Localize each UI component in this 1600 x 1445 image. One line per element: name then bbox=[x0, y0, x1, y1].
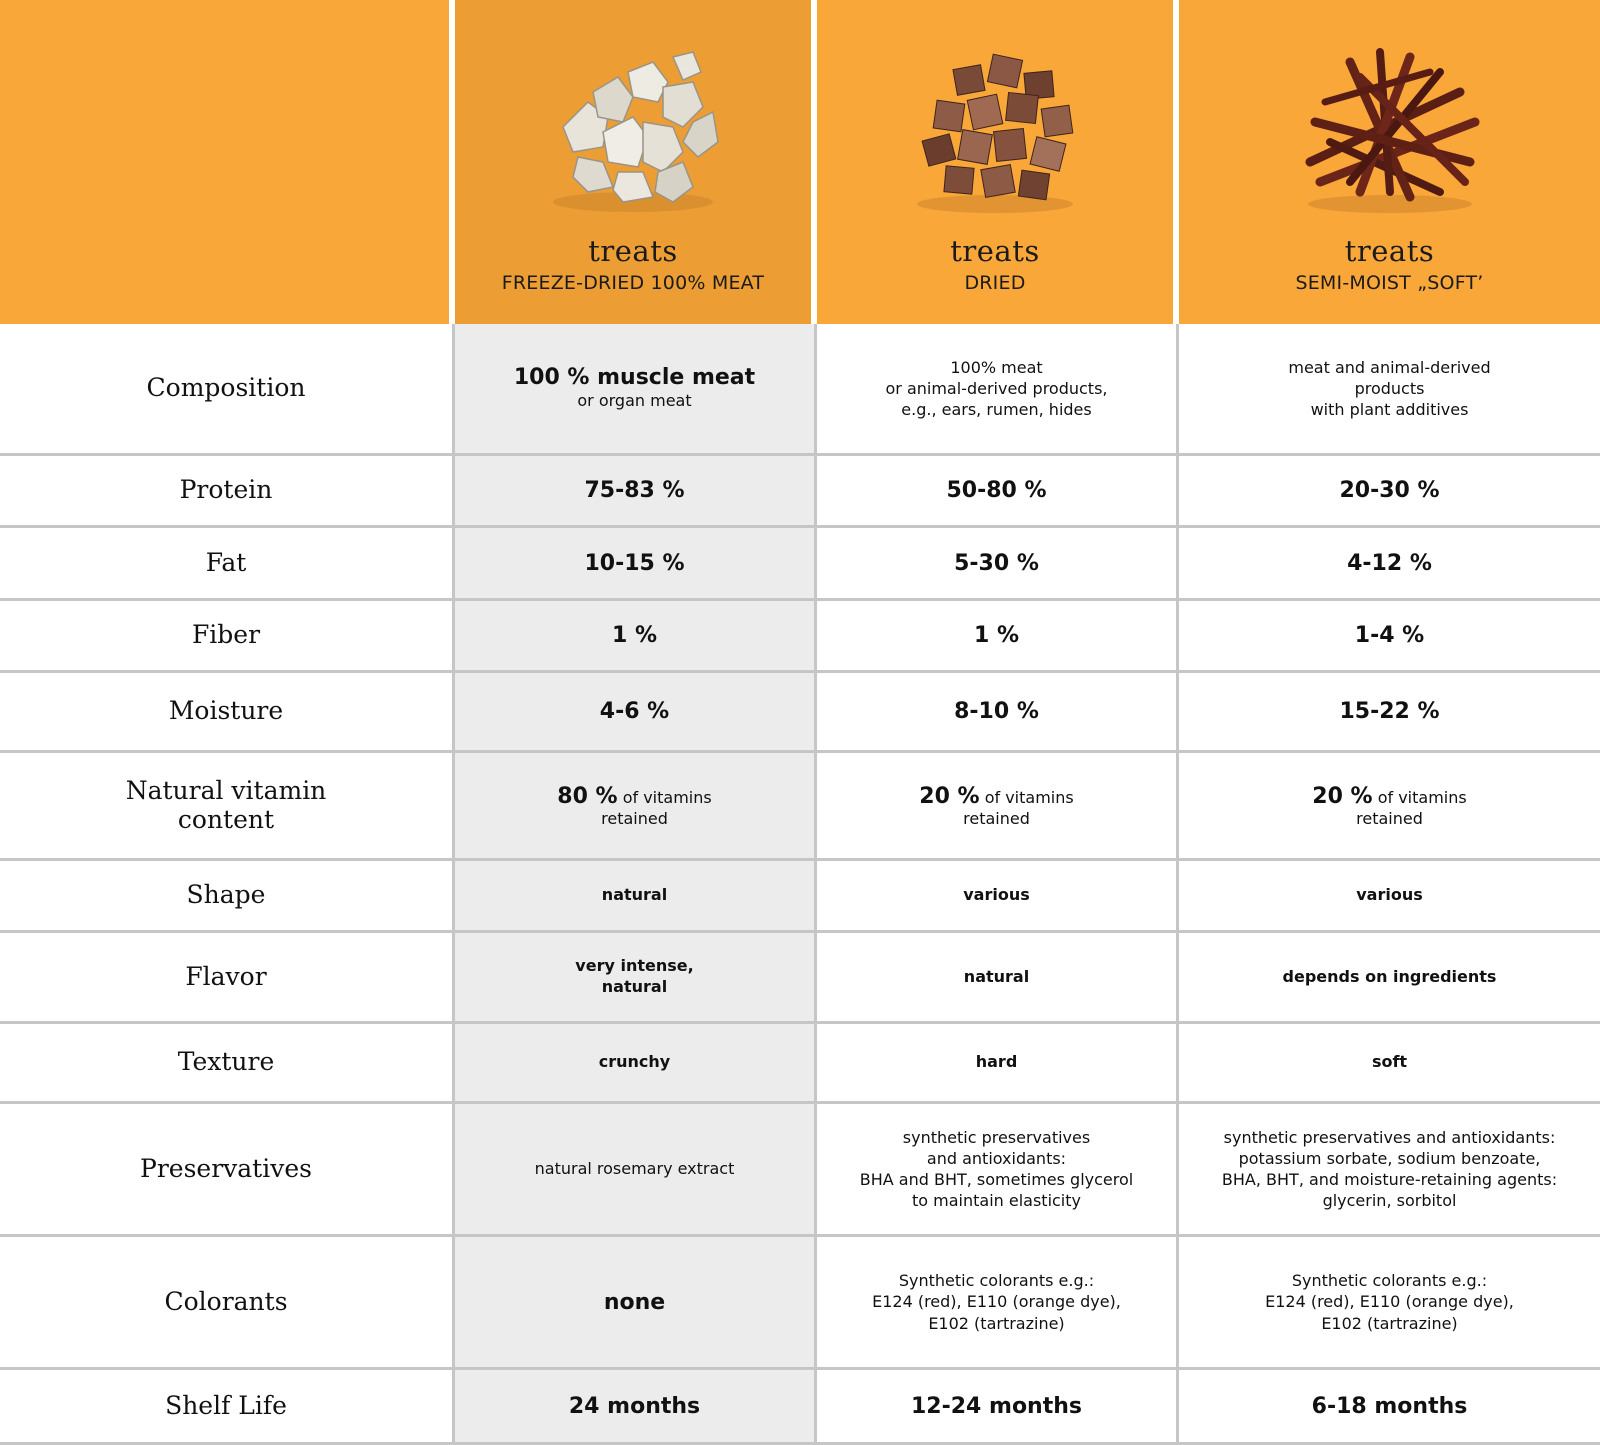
vitamin-percent: 20 % bbox=[919, 783, 980, 809]
label-line: Natural vitamin bbox=[125, 775, 327, 805]
vitamin-percent: 80 % bbox=[557, 783, 618, 809]
colorants-dried bbox=[817, 1237, 1179, 1370]
text-line: glycerin, sorbitol bbox=[1322, 1191, 1457, 1211]
shape-freeze-dried: natural bbox=[455, 861, 817, 933]
row-label-shelf-life: Shelf Life bbox=[0, 1370, 455, 1445]
column-title: treats bbox=[1344, 234, 1435, 269]
moisture-freeze-dried: 4-6 % bbox=[455, 673, 817, 753]
protein-semi-moist: 20-30 % bbox=[1179, 456, 1600, 528]
text-line: E102 (tartrazine) bbox=[1321, 1313, 1458, 1333]
composition-semi-moist bbox=[1179, 324, 1600, 456]
composition-main: 100 % muscle meat bbox=[513, 365, 756, 391]
row-label-flavor: Flavor bbox=[0, 933, 455, 1024]
vitamin-freeze-dried bbox=[455, 753, 817, 861]
protein-dried: 50-80 % bbox=[817, 456, 1179, 528]
column-subtitle: DRIED bbox=[964, 272, 1026, 294]
row-label-fat: Fat bbox=[0, 528, 455, 601]
text-line: with plant additives bbox=[1310, 400, 1469, 420]
text-line: potassium sorbate, sodium benzoate, bbox=[1238, 1148, 1541, 1168]
text-line: 100% meat bbox=[950, 357, 1043, 377]
preservatives-freeze-dried: natural rosemary extract bbox=[455, 1104, 817, 1237]
text-line: very intense, bbox=[575, 956, 694, 976]
composition-sub: or organ meat bbox=[577, 391, 692, 411]
fiber-dried: 1 % bbox=[817, 601, 1179, 673]
vitamin-text: retained bbox=[963, 808, 1030, 828]
text-line: BHA, BHT, and moisture-retaining agents: bbox=[1221, 1170, 1558, 1189]
text-line: and antioxidants: bbox=[926, 1148, 1067, 1168]
vitamin-text: retained bbox=[601, 808, 668, 828]
flavor-semi-moist: depends on ingredients bbox=[1179, 933, 1600, 1024]
column-title: treats bbox=[950, 234, 1040, 269]
text-line: synthetic preservatives and antioxidants: bbox=[1223, 1127, 1556, 1147]
moisture-semi-moist: 15-22 % bbox=[1179, 673, 1600, 753]
row-label-colorants: Colorants bbox=[0, 1237, 455, 1370]
texture-dried: hard bbox=[817, 1024, 1179, 1104]
header-semi-moist bbox=[1179, 0, 1600, 324]
column-title: treats bbox=[588, 234, 678, 269]
text-line: E102 (tartrazine) bbox=[928, 1313, 1065, 1333]
shelf-life-dried: 12-24 months bbox=[817, 1370, 1179, 1445]
texture-freeze-dried: crunchy bbox=[455, 1024, 817, 1104]
fat-semi-moist: 4-12 % bbox=[1179, 528, 1600, 601]
flavor-dried: natural bbox=[817, 933, 1179, 1024]
protein-freeze-dried: 75-83 % bbox=[455, 456, 817, 528]
fiber-semi-moist: 1-4 % bbox=[1179, 601, 1600, 673]
dried-cubes-image bbox=[895, 32, 1095, 222]
flavor-freeze-dried bbox=[455, 933, 817, 1024]
shelf-life-semi-moist: 6-18 months bbox=[1179, 1370, 1600, 1445]
vitamin-text: retained bbox=[1356, 808, 1423, 828]
shelf-life-freeze-dried: 24 months bbox=[455, 1370, 817, 1445]
row-label-fiber: Fiber bbox=[0, 601, 455, 673]
header-dried bbox=[817, 0, 1179, 324]
column-subtitle: FREEZE-DRIED 100% MEAT bbox=[501, 272, 765, 294]
vitamin-dried bbox=[817, 753, 1179, 861]
row-label-vitamin bbox=[0, 753, 455, 861]
fiber-freeze-dried: 1 % bbox=[455, 601, 817, 673]
row-label-moisture: Moisture bbox=[0, 673, 455, 753]
texture-semi-moist: soft bbox=[1179, 1024, 1600, 1104]
text-line: synthetic preservatives bbox=[902, 1127, 1091, 1147]
row-label-preservatives: Preservatives bbox=[0, 1104, 455, 1237]
text-line: or animal-derived products, bbox=[885, 378, 1108, 398]
header-freeze-dried bbox=[455, 0, 817, 324]
header-empty-cell bbox=[0, 0, 455, 324]
text-line: meat and animal-derived bbox=[1288, 357, 1491, 377]
text-line: E124 (red), E110 (orange dye), bbox=[1265, 1292, 1514, 1312]
text-line: products bbox=[1354, 378, 1425, 398]
colorants-freeze-dried: none bbox=[455, 1237, 817, 1370]
text-line: Synthetic colorants e.g.: bbox=[898, 1271, 1095, 1291]
text-line: BHA and BHT, sometimes glycerol bbox=[859, 1170, 1134, 1189]
vitamin-text: of vitamins bbox=[1377, 787, 1467, 807]
composition-freeze-dried bbox=[455, 324, 817, 456]
colorants-semi-moist bbox=[1179, 1237, 1600, 1370]
row-label-texture: Texture bbox=[0, 1024, 455, 1104]
shape-dried: various bbox=[817, 861, 1179, 933]
label-line: content bbox=[177, 804, 275, 834]
row-label-composition: Composition bbox=[0, 324, 455, 456]
shape-semi-moist: various bbox=[1179, 861, 1600, 933]
vitamin-percent: 20 % bbox=[1312, 783, 1373, 809]
preservatives-semi-moist bbox=[1179, 1104, 1600, 1237]
text-line: natural bbox=[601, 977, 668, 996]
freeze-dried-chunks-image bbox=[533, 32, 733, 222]
moisture-dried: 8-10 % bbox=[817, 673, 1179, 753]
column-subtitle: SEMI-MOIST „SOFT’ bbox=[1295, 272, 1484, 294]
row-label-protein: Protein bbox=[0, 456, 455, 528]
vitamin-text: of vitamins bbox=[622, 787, 712, 807]
text-line: Synthetic colorants e.g.: bbox=[1291, 1271, 1488, 1291]
row-label-shape: Shape bbox=[0, 861, 455, 933]
text-line: to maintain elasticity bbox=[911, 1191, 1081, 1211]
composition-dried bbox=[817, 324, 1179, 456]
fat-freeze-dried: 10-15 % bbox=[455, 528, 817, 601]
meat-sticks-image bbox=[1290, 32, 1490, 222]
vitamin-text: of vitamins bbox=[984, 787, 1074, 807]
text-line: e.g., ears, rumen, hides bbox=[901, 400, 1092, 420]
fat-dried: 5-30 % bbox=[817, 528, 1179, 601]
text-line: E124 (red), E110 (orange dye), bbox=[872, 1292, 1121, 1312]
vitamin-semi-moist bbox=[1179, 753, 1600, 861]
preservatives-dried bbox=[817, 1104, 1179, 1237]
